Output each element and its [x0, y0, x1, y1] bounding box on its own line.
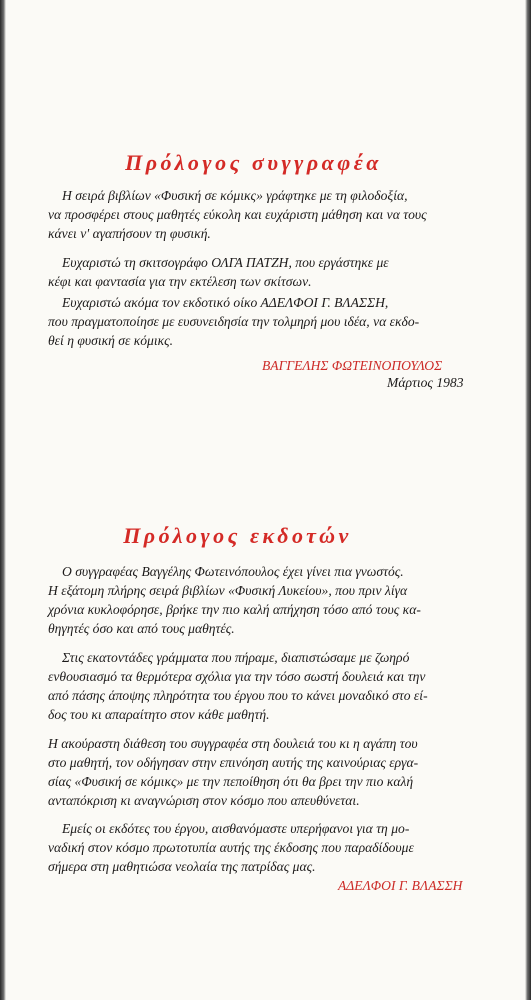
author-date: Μάρτιος 1983: [387, 375, 464, 390]
publisher-signature: ΑΔΕΛΦΟΙ Γ. ΒΛΑΣΣΗ: [338, 878, 463, 893]
text-line: Ευχαριστώ ακόμα τον εκδοτικό οίκο ΑΔΕΛΦΟΙ Γ. ΒΛΑΣΣΗ,: [62, 295, 389, 310]
text-line: θηγητές όσο και από τους μαθητές.: [48, 621, 235, 636]
author-preface-paragraph-1: [48, 186, 488, 243]
text-line: σίας «Φυσική σε κόμικς» με την πεποίθηση ότι θα βρει την πιο καλή: [48, 774, 414, 789]
text-line: ναδική στον κόσμο πρωτοτυπία αυτής της έκδοσης που παραδίδουμε: [48, 840, 414, 855]
text-line: Ο συγγραφέας Βαγγέλης Φωτεινόπουλος έχει γίνει πια γνωστός.: [62, 564, 404, 579]
text-line: Εμείς οι εκδότες του έργου, αισθανόμαστε υπερήφανοι για τη μο-: [62, 821, 410, 836]
text-line: ενθουσιασμό τα θερμότερα σχόλια για την τόσο σωστή δουλειά και την: [48, 669, 426, 684]
text-line: από πάσης άποψης πληρότητα του έργου που το κάνει μοναδικό στο εί-: [48, 688, 428, 703]
text-line: Η ακούραστη διάθεση του συγγραφέα στη δουλειά του κι η αγάπη του: [48, 736, 418, 751]
publisher-preface-paragraph-1: [48, 562, 488, 638]
text-line: κάνει ν' αγαπήσουν τη φυσική.: [48, 226, 211, 241]
text-line: σήμερα στη μαθητιώσα νεολαία της πατρίδας μας.: [48, 859, 316, 874]
text-line: ανταπόκριση κι αναγνώριση στον κόσμο που απευθύνεται.: [48, 793, 360, 808]
author-preface-paragraph-3: [48, 293, 488, 350]
text-line: Η εξάτομη πλήρης σειρά βιβλίων «Φυσική Λυκείου», που πριν λίγα: [48, 583, 408, 598]
author-preface-paragraph-2: [48, 253, 488, 291]
author-signature: ΒΑΓΓΕΛΗΣ ΦΩΤΕΙΝΟΠΟΥΛΟΣ: [262, 358, 443, 373]
text-line: που πραγματοποίησε με ευσυνειδησία την τολμηρή μου ιδέα, να εκδο-: [48, 314, 420, 329]
publisher-preface-paragraph-2: [48, 648, 488, 724]
publisher-preface-title: Πρόλογος εκδοτών: [123, 523, 352, 548]
author-preface-title: Πρόλογος συγγραφέα: [125, 150, 382, 175]
publisher-preface-paragraph-3: [48, 734, 488, 810]
text-line: δος του κι απαραίτητο στον κάθε μαθητή.: [48, 707, 270, 722]
text-line: θεί η φυσική σε κόμικς.: [48, 333, 174, 348]
text-line: να προσφέρει στους μαθητές εύκολη και ευχάριστη μάθηση και να τους: [48, 207, 427, 222]
text-line: χρόνια κυκλοφόρησε, βρήκε την πιο καλή απήχηση τόσο από τους κα-: [48, 602, 421, 617]
publisher-preface-paragraph-4: [48, 819, 488, 876]
text-line: Ευχαριστώ τη σκιτσογράφο ΟΛΓΑ ΠΑΤΖΗ, που εργάστηκε με: [62, 255, 389, 270]
text-line: Η σειρά βιβλίων «Φυσική σε κόμικς» γράφτηκε με τη φιλοδοξία,: [62, 188, 408, 203]
text-line: κέφι και φαντασία για την εκτέλεση των σκίτσων.: [48, 274, 312, 289]
page-right-edge: [525, 0, 531, 1000]
text-line: στο μαθητή, τον οδήγησαν στην επινόηση αυτής της καινούριας εργα-: [48, 755, 419, 770]
text-line: Στις εκατοντάδες γράμματα που πήραμε, διαπιστώσαμε με ζωηρό: [62, 650, 410, 665]
